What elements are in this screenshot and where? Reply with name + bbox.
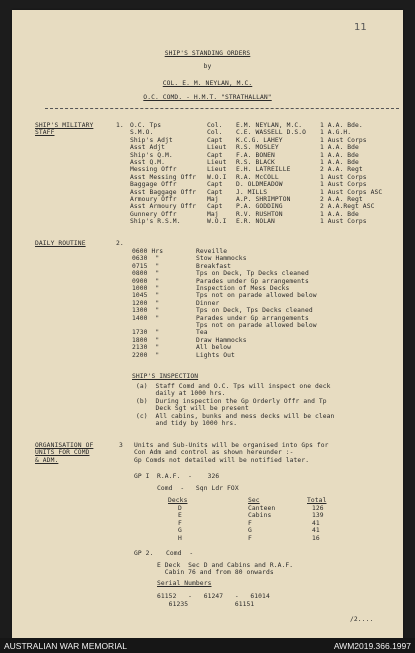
section-3-text: Units and Sub-Units will be organised into Gps for Con Adm and control as shown hereunder :- Gp Comds not detailed will be notified later. [134,442,329,464]
gp2-text: E Deck Sec D and Cabins and R.A.F. Cabin 76 and from 80 onwards [157,562,294,577]
section-2-number: 2. [116,240,124,247]
serials-row-2: 61235 61151 [157,601,255,608]
footer-accession: AWM2019.366.1997 [333,641,411,651]
total-header: Total [307,497,327,504]
by-line: by [203,63,212,70]
staff-names: E.M. NEYLAN, M.C. C.E. WASSELL D.S.O K.C.G. LAHEY R.S. MOSLEY F.A. BONEN R.S. BLACK E.H. LATREILLE R.A. McCOLL D. OLDMEADOW J. MILLS A.P. SHRIMPTON P.A. GODDING R.V. RUSHTON E.R. NOLAN [236,122,307,226]
staff-units: 1 A.A. Bde. 1 A.G.H. 1 Aust Corps 1 A.A. Bde 1 A.A. Bde 1 A.A. Bde 2 A.A. Regt 1 Aust Corps 1 Aust Corps 1 Aust Corps ASC 2 A.A. Regt 2 A.A.Regt ASC 1 A.A. Bde 1 Aust Corps [320,122,383,226]
serials-row-1: 61152 - 61247 - 61014 [157,593,270,600]
sec-column: Canteen Cabins F G F [248,505,276,542]
sec-header: Sec [248,497,260,504]
section-1-heading: SHIP'S MILITARY STAFF [35,122,94,137]
decks-column: D E F G H [178,505,182,542]
document-page [12,10,403,638]
inspection-items: (a) Staff Comd and O.C. Tps will inspect one deck daily at 1000 hrs. (b) During inspection the Gp Orderly Offr and Tp Deck Sgt will be present (c) All cabins, bunks and mess decks will be clean and tidy by 1000 hrs. [136,383,335,428]
gp1-unit: R.A.F. - 326 [157,473,220,480]
author-line: COL. E. M. NEYLAN, M.C. [162,80,253,87]
page-number: 11 [354,22,367,33]
archive-footer [0,638,415,653]
routine-events: Reveille Stow Hammocks Breakfast Tps on Deck, Tp Decks cleaned Parades under Gp arrangements Inspection of Mess Decks Tps not on parade allowed below Dinner Tps on Deck, Tps Decks cleaned Parades under Gp arrangements Tps not on parade allowed below Tea Draw Hammocks All below Lights Out [196,248,317,359]
continued-marker: /2.... [350,616,374,623]
serial-heading: Serial Numbers [157,580,212,587]
footer-institution: AUSTRALIAN WAR MEMORIAL [4,641,127,651]
command-line: O.C. COMD. - H.M.T. "STRATHALLAN" [143,94,272,101]
gp1-label: GP I [134,473,150,480]
section-1-number: 1. [116,122,124,129]
decks-header: Decks [168,497,188,504]
routine-times: 0600 Hrs 0630 " 0715 " 0800 " 0900 " 1000 " 1045 " 1200 " 1300 " 1400 " 1730 " 1800 " 2130 " 2200 " [132,248,164,359]
document-title: SHIP'S STANDING ORDERS [164,50,251,57]
section-2-heading: DAILY ROUTINE [35,240,86,247]
staff-ranks: Col. Col. Capt Lieut Capt Lieut Lieut W.O.I Capt Capt Maj Capt Maj W.O.I [207,122,227,226]
gp1-commander: Comd - Sqn Ldr FOX [157,485,239,492]
gp2-commander: Comd - [166,550,194,557]
header-divider [45,108,399,109]
total-column: 126 139 41 41 16 [312,505,324,542]
gp2-label: GP 2. [134,550,154,557]
inspection-heading: SHIP'S INSPECTION [132,373,199,380]
staff-roles: O.C. Tps S.M.O. Ship's Adjt Asst Adjt Ship's Q.M. Asst Q.M. Messing Offr Asst Messing Offr Baggage Offr Asst Baggage Offr Armoury Offr Asst Armoury Offr Gunnery Offr Ship's R.S.M. [130,122,197,226]
section-3-number: 3 [119,442,123,449]
section-3-heading: ORGANISATION OF UNITS FOR COMD & ADM. [35,442,94,464]
